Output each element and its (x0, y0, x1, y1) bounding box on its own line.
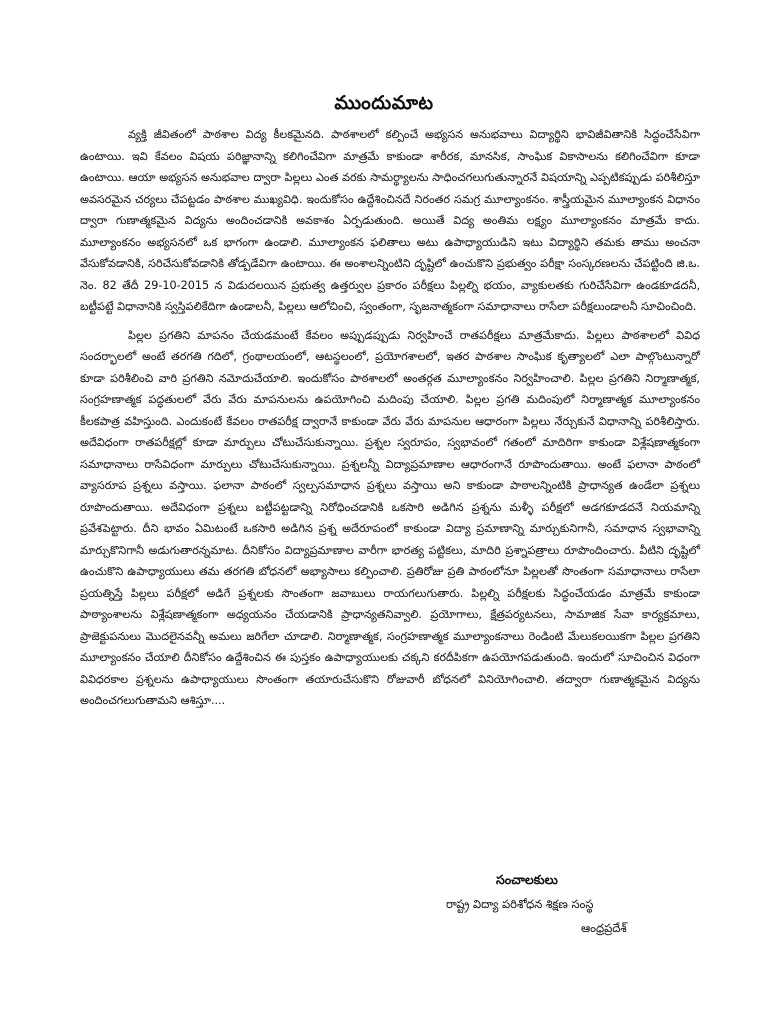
page-title: ముందుమాట (334, 92, 434, 114)
signature-state: ఆంధ్రప్రదేశ్ (581, 921, 627, 935)
signature-organization: రాష్ట్ర విద్యా పరిశోధన శిక్షణ సంస్థ (446, 897, 594, 911)
signature-block (426, 868, 686, 940)
signature-heading: సంచాలకులు (496, 872, 558, 887)
body-text (80, 124, 700, 719)
paragraph-1: వ్యక్తి జీవితంలో పాఠశాల విద్య కీలకమైనది. పాఠశాలలో కల్పించే అభ్యసన అనుభవాలు విద్యార్థిని భావిజీవితానికి సిద్ధంచేసేవిగా ఉంటాయి. ఇవి కేవలం విషయ పరిజ్ఞానాన్ని కలిగించేవిగా మాత్రమే కాకుండా శారీరక, మానసిక, సాంఘిక వికాసాలను కలిగించేవిగా కూడా ఉంటాయి. ఆయా అభ్యసన అనుభవాల ద్వారా పిల్లలు ఎంత వరకు సామర్థ్యాలను సాధించగలుగుతున్నారనే విషయాన్ని ఎప్పటికప్పుడు పరిశీలిస్తూ అవసరమైన చర్యలు చేపట్టడం పాఠశాల ముఖ్యవిధి. ఇందుకోసం ఉద్దేశించినదే నిరంతర సమగ్ర మూల్యాంకనం. శాస్త్రీయమైన మూల్యాంకన విధానం ద్వారా గుణాత్మకమైన విద్యను అందించడానికి అవకాశం ఏర్పడుతుంది. అయితే విద్య అంతిమ లక్ష్యం మూల్యాంకనం మాత్రమే కాదు. మూల్యాంకనం అభ్యసనలో ఒక భాగంగా ఉండాలి. మూల్యాంకన ఫలితాలు అటు ఉపాధ్యాయుడిని ఇటు విద్యార్థిని తమకు తాము అంచనా వేసుకోవడానికి, సరిచేసుకోవడానికి తోడ్పడేవిగా ఉంటాయి. ఈ అంశాలన్నింటిని దృష్టిలో ఉంచుకొని ప్రభుత్వం పరీక్షా సంస్కరణలను చేపట్టింది జి.ఒ. నెం. 82 తేదీ 29-10-2015 న విడుదలయిన ప్రభుత్వ ఉత్తర్వుల ప్రకారం పరీక్షలు పిల్లల్ని భయం, వ్యాకులతకు గురిచేసేవిగా ఉండకూడదనీ, బట్టీపట్టే విధానానికి స్వస్తిపలికేదిగా ఉండాలనీ, పిల్లలు ఆలోచించి, స్వంతంగా, సృజనాత్మకంగా సమాధానాలు రాసేలా పరీక్షలుండాలనీ సూచించింది. (80, 128, 700, 313)
paragraph-2: పిల్లల ప్రగతిని మాపనం చేయడమంటే కేవలం అప్పుడప్పుడు నిర్వహించే రాతపరీక్షలు మాత్రమేకాదు. పిల్లలు పాఠశాలలో వివిధ సందర్భాలలో అంటే తరగతి గదిలో, గ్రంథాలయంలో, ఆటస్థలంలో, ప్రయోగశాలలో, ఇతర పాఠశాల సాంఘిక కృత్యాలలో ఎలా పాల్గొంటున్నారో కూడా పరిశీలించి వారి ప్రగతిని నమోదుచేయాలి. ఇందుకోసం పాఠశాలలో అంతర్గత మూల్యాంకనం నిర్వహించాలి. పిల్లల ప్రగతిని నిర్మాణాత్మక, సంగ్రహణాత్మక పద్ధతులలో వేరు వేరు మాపనులను ఉపయోగించి మదింపు చేయాలి. పిల్లల ప్రగతి మదింపులో నిర్మాణాత్మక మూల్యాంకనం కీలకపాత్ర వహిస్తుంది. ఎందుకంటే కేవలం రాతపరీక్ష ద్వారానే కాకుండా వేరు వేరు మాపనుల ఆధారంగా పిల్లలు నేర్చుకునే విధానాన్ని పరిశీలిస్తారు. అదేవిధంగా రాతపరీక్షల్లో కూడా మార్పులు చోటుచేసుకున్నాయి. ప్రశ్నల స్వరూపం, స్వభావంలో గతంలో మాదిరిగా కాకుండా విశ్లేషణాత్మకంగా సమాధానాలు రాసేవిధంగా మార్పులు చోటుచేసుకున్నాయి. ప్రశ్నలన్నీ విద్యాప్రమాణాల ఆధారంగానే రూపొందుతాయి. అంటే ఫలానా పాఠంలో వ్యాసరూప ప్రశ్నలు వస్తాయి. ఫలానా పాఠంలో స్వల్పసమాధాన ప్రశ్నలు వస్తాయి అని కాకుండా పాఠాలన్నింటికి ప్రాధాన్యత ఉండేలా ప్రశ్నలు రూపొందుతాయి. అదేవిధంగా ప్రశ్నలు బట్టీపట్టడాన్ని నిరోధించడానికి ఒకసారి అడిగిన ప్రశ్నను మళ్ళీ పరీక్షలో అడగకూడదనే నియమాన్ని ప్రవేశపెట్టారు. దీని భావం ఏమిటంటే ఒకసారి అడిగిన ప్రశ్న అదేరూపంలో కాకుండా విద్యా ప్రమాణాన్ని మార్చుకునిగానీ, సమాధాన స్వభావాన్ని మార్చుకొనిగానీ అడుగుతారన్నమాట. దీనికోసం విద్యాప్రమాణాల వారీగా భారత్య పట్టికలు, మాదిరి ప్రశ్నాపత్రాలు రూపొందించారు. వీటిని దృష్టిలో ఉంచుకొని ఉపాధ్యాయులు తమ తరగతి బోధనలో అభ్యాసాలు కల్పించాలి. ప్రతిరోజు ప్రతి పాఠంలోనూ పిల్లలతో సొంతంగా సమాధానాలు రాసేలా ప్రయత్నిస్తే పిల్లలు పరీక్షలో అడిగే ప్రశ్నలకు సొంతంగా జవాబులు రాయగలుగుతారు. పిల్లల్ని పరీక్షలకు సిద్ధంచేయడం మాత్రమే కాకుండా పాఠ్యాంశాలను విశ్లేషణాత్మకంగా అధ్యయనం చేయడానికి ప్రాధాన్యతనివ్వాలి. ప్రయోగాలు, క్షేత్రపర్యటనలు, సామాజిక సేవా కార్యక్రమాలు, ప్రాజెక్టుపనులు మొదలైనవన్నీ అమలు జరిగేలా చూడాలి. నిర్మాణాత్మక, సంగ్రహణాత్మక మూల్యాంకనాలు రెండింటి మేలుకలయికగా పిల్లల ప్రగతిని మూల్యాంకనం చేయాలి దీనికోసం ఉద్దేశించిన ఈ పుస్తకం ఉపాధ్యాయులకు చక్కని కరదీపికగా ఉపయోగపడుతుంది. ఇందులో సూచించిన విధంగా వివిధరకాల ప్రశ్నలను ఉపాధ్యాయులు సొంతంగా తయారుచేసుకొని రోజువారీ బోధనలో వినియోగించాలి. తద్వారా గుణాత్మకమైన విద్యను అందించగలుగుతామని ఆశిస్తూ.... (80, 328, 700, 707)
